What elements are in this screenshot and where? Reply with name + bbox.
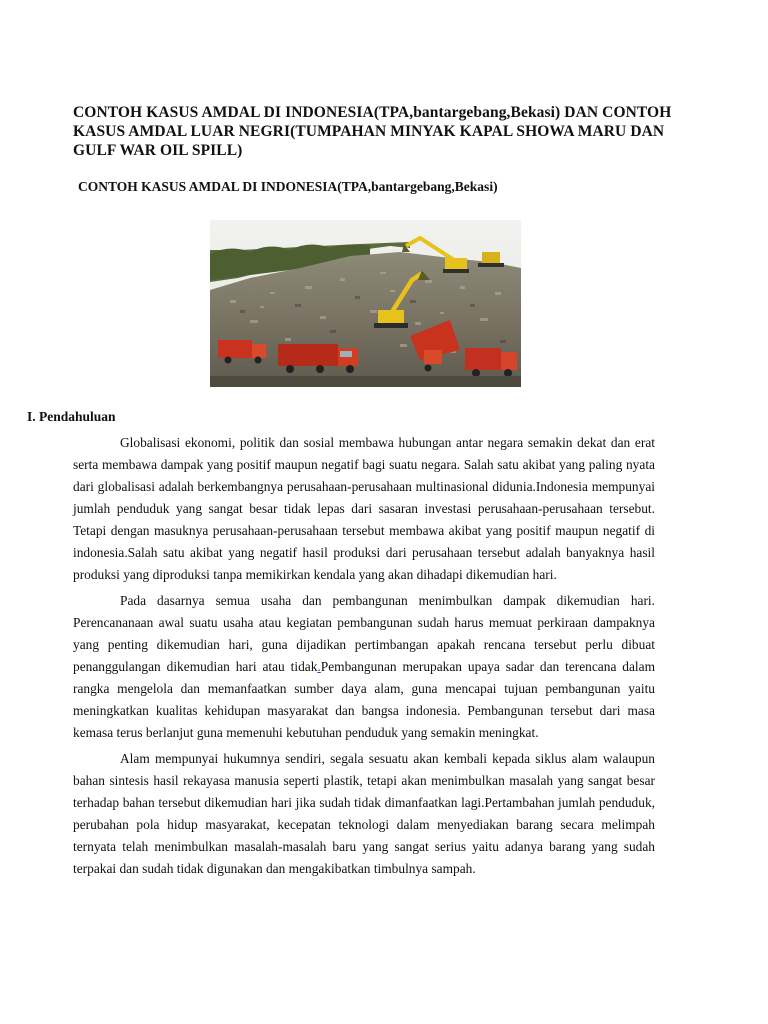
- paragraph-1: Globalisasi ekonomi, politik dan sosial membawa hubungan antar negara semakin dekat dan erat serta membawa dampak yang positif maupun negatif bagi suatu negara. Salah satu akibat yang paling nyata dari globalisasi adalah berkembangnya perusahaan-perusahaan multinasional didunia.Indonesia mempunyai jumlah penduduk yang sangat besar tidak lepas dari sasaran investasi perusahaan-perusahaan tersebut. Tetapi dengan masuknya perusahaan-perusahaan tersebut membawa akibat yang positif maupun negatif di indonesia.Salah satu akibat yang negatif hasil produksi dari perusahaan tersebut adalah banyaknya hasil produksi yang diproduksi tanpa memikirkan kendala yang akan dihadapi dikemudian hari.: [73, 435, 655, 582]
- paragraph-2-part-2: Pembangunan merupakan upaya sadar dan terencana dalam rangka mengelola dan memanfaatkan sumber daya alam, guna mencapai tujuan pembangunan yaitu meningkatkan kualitas kehidupan masyarakat dan bangsa indonesia. Pembangunan tersebut dari masa kemasa terus berlanjut guna memenuhi kebutuhan penduduk yang semakin meningkat.: [73, 659, 655, 740]
- document-subtitle: CONTOH KASUS AMDAL DI INDONESIA(TPA,bantargebang,Bekasi): [78, 179, 498, 194]
- landfill-photo: [210, 220, 521, 387]
- body-text: [73, 432, 655, 884]
- paragraph-2: [73, 590, 655, 744]
- inline-link[interactable]: .: [317, 659, 321, 674]
- document-title: CONTOH KASUS AMDAL DI INDONESIA(TPA,bantargebang,Bekasi) DAN CONTOH KASUS AMDAL LUAR NEGRI(TUMPAHAN MINYAK KAPAL SHOWA MARU DAN GULF WAR OIL SPILL): [73, 104, 672, 159]
- paragraph-3: Alam mempunyai hukumnya sendiri, segala sesuatu akan kembali kepada siklus alam walaupun bahan sintesis hasil rekayasa manusia seperti plastik, tetapi akan menimbulkan masalah yang sangat besar terhadap bahan tersebut dikemudian hari jika sudah tidak dimanfaatkan lagi.Pertambahan jumlah penduduk, perubahan pola hidup masyarakat, kecepatan teknologi dalam menyediakan barang secara melimpah ternyata telah menimbulkan masalah-masalah baru yang sangat serius yaitu adanya barang yang sudah terpakai dan sudah tidak digunakan dan mengakibatkan timbulnya sampah.: [73, 751, 655, 876]
- paragraph-2-part-1: Pada dasarnya semua usaha dan pembangunan menimbulkan dampak dikemudian hari. Perencananaan awal suatu usaha atau kegiatan pembangunan sudah harus memuat perkiraan dampaknya yang penting dikemudian hari, guna dijadikan pertimbangan apakah rencana tersebut perlu dibuat penanggulangan dikemudian hari atau tidak: [73, 593, 655, 674]
- section-heading: I. Pendahuluan: [27, 409, 116, 424]
